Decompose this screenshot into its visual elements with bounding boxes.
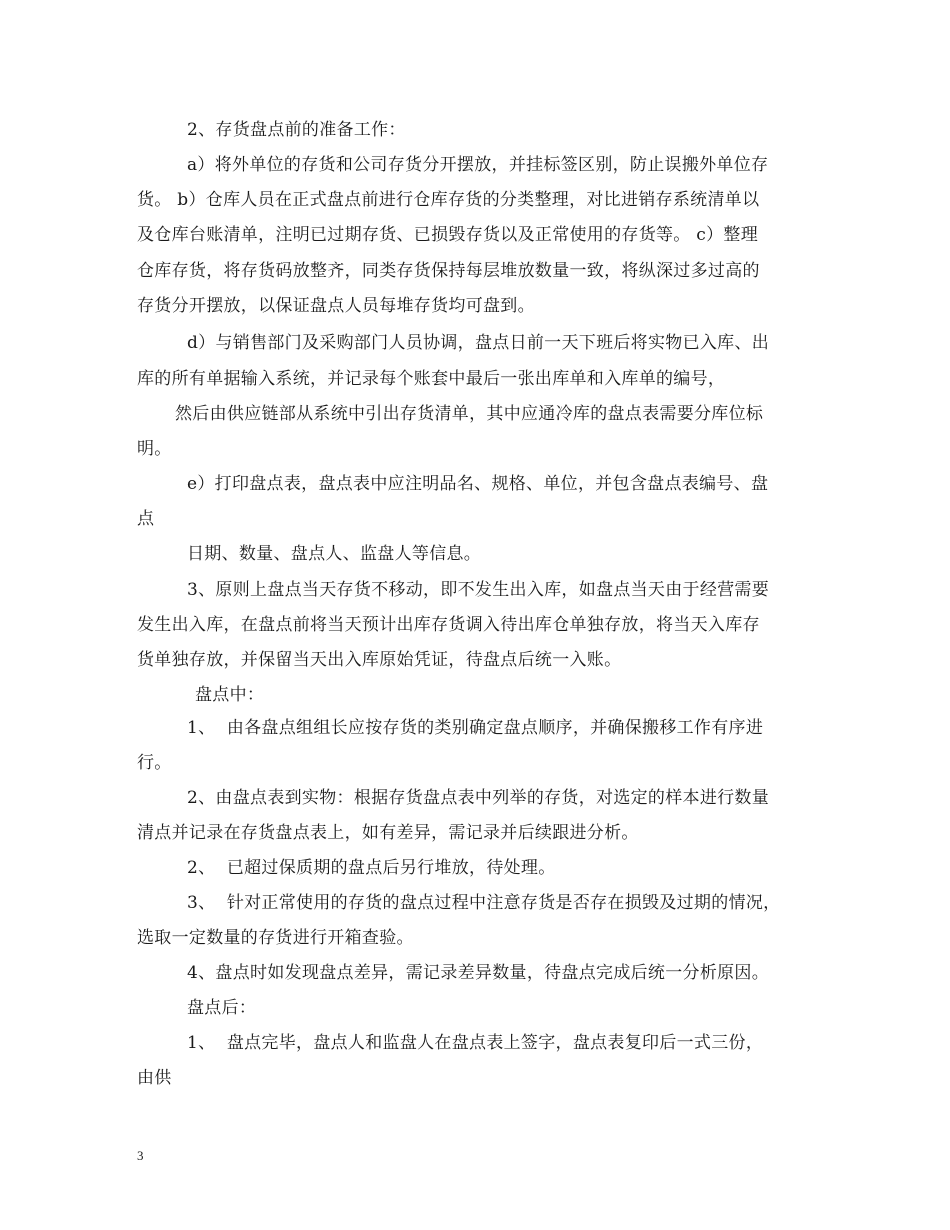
text-line: 3、 针对正常使用的存货的盘点过程中注意存货是否存在损毁及过期的情况， — [187, 893, 781, 913]
text-line: 1、 由各盘点组组长应按存货的类别确定盘点顺序，并确保搬移工作有序进 — [187, 718, 764, 738]
section-heading: 盘点中： — [195, 685, 265, 705]
text-line: 2、 已超过保质期的盘点后另行堆放，待处理。 — [187, 858, 556, 878]
text-line: e）打印盘点表，盘点表中应注明品名、规格、单位，并包含盘点表编号、盘 — [187, 474, 769, 494]
text-line: 2、存货盘点前的准备工作： — [187, 120, 406, 140]
text-line: 由供 — [137, 1068, 172, 1088]
text-line: 点 — [137, 509, 155, 529]
text-line: 明。 — [137, 439, 172, 459]
text-line: 仓库存货，将存货码放整齐，同类存货保持每层堆放数量一致，将纵深过多过高的 — [137, 261, 760, 281]
text-line: 库的所有单据输入系统，并记录每个账套中最后一张出库单和入库单的编号， — [137, 369, 726, 389]
text-line: 及仓库台账清单，注明已过期存货、已损毁存货以及正常使用的存货等。 c）整理 — [137, 225, 759, 245]
text-line: d）与销售部门及采购部门人员协调，盘点日前一天下班后将实物已入库、出 — [187, 333, 770, 353]
section-heading: 盘点后： — [187, 998, 257, 1018]
text-line: 1、 盘点完毕，盘点人和监盘人在盘点表上签字，盘点表复印后一式三份， — [187, 1033, 764, 1053]
text-line: 存货分开摆放，以保证盘点人员每堆存货均可盘到。 — [137, 296, 535, 316]
text-line: 发生出入库，在盘点前将当天预计出库存货调入待出库仓单独存放，将当天入库存 — [137, 615, 760, 635]
text-line: 货。 b）仓库人员在正式盘点前进行仓库存货的分类整理，对比进销存系统清单以 — [137, 190, 760, 210]
page-number: 3 — [137, 1148, 144, 1163]
text-line: 然后由供应链部从系统中引出存货清单，其中应通冷库的盘点表需要分库位标 — [175, 404, 764, 424]
text-line: 4、盘点时如发现盘点差异，需记录差异数量，待盘点完成后统一分析原因。 — [187, 963, 770, 983]
text-line: 2、由盘点表到实物：根据存货盘点表中列举的存货，对选定的样本进行数量 — [187, 788, 770, 808]
text-line: 行。 — [137, 753, 172, 773]
text-line: 日期、数量、盘点人、监盘人等信息。 — [187, 544, 482, 564]
text-line: 选取一定数量的存货进行开箱查验。 — [137, 928, 414, 948]
text-line: 货单独存放，并保留当天出入库原始凭证，待盘点后统一入账。 — [137, 650, 622, 670]
text-line: 3、原则上盘点当天存货不移动，即不发生出入库，如盘点当天由于经营需要 — [187, 580, 770, 600]
text-line: a）将外单位的存货和公司存货分开摆放，并挂标签区别，防止误搬外单位存 — [187, 155, 769, 175]
text-line: 清点并记录在存货盘点表上，如有差异，需记录并后续跟进分析。 — [137, 823, 639, 843]
